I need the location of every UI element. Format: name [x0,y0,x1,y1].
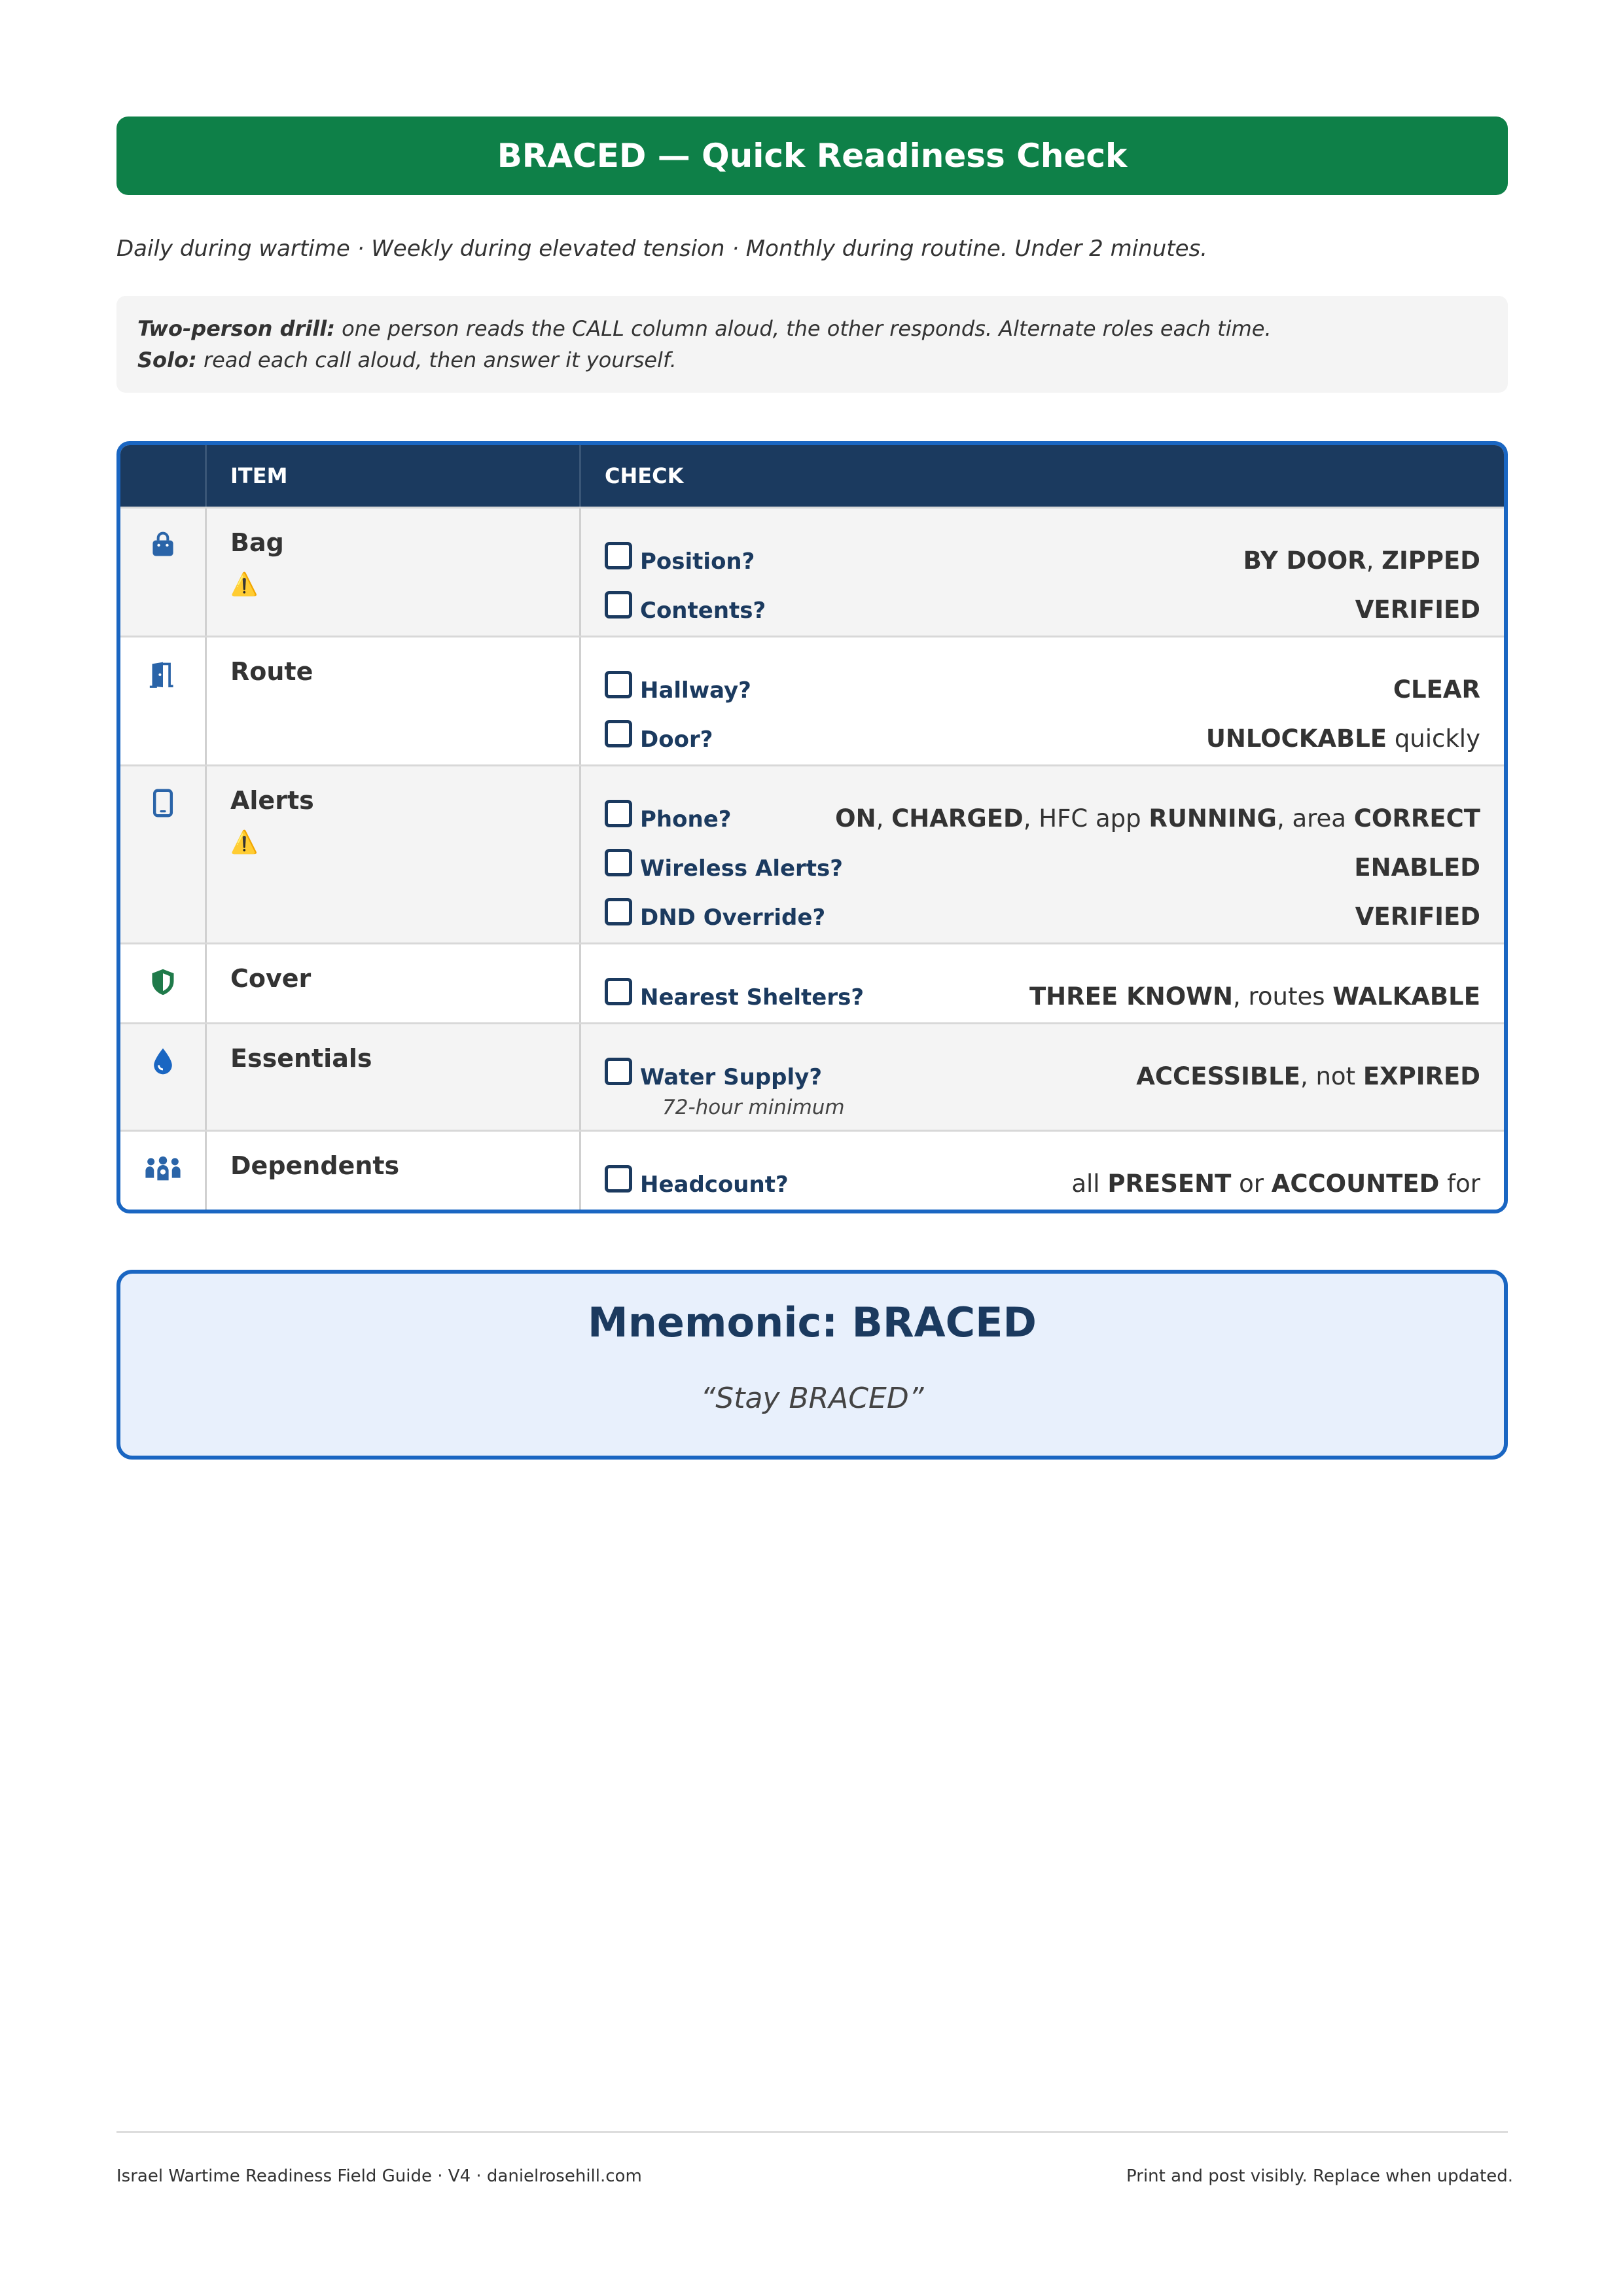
water-drop-icon [151,1047,175,1130]
table-body [120,507,1504,1210]
checkbox[interactable] [605,671,632,698]
warning-icon: ⚠️ [230,571,259,598]
call-text: Water Supply? [640,1064,823,1090]
shield-icon [149,967,177,1022]
check-note: 72-hour minimum [662,1096,845,1119]
row-check-cell [581,509,1504,636]
footer [116,2166,1513,2186]
checklist-table [116,441,1508,1213]
response-segment: WALKABLE [1332,982,1480,1011]
check-item [605,1043,1480,1092]
footer-right: Print and post visibly. Replace when updated. [1126,2166,1513,2186]
response-segment: , area [1276,804,1354,833]
two-person-instruction [137,313,1487,344]
row-check-cell [581,944,1504,1022]
response-segment: or [1231,1170,1272,1198]
response-text [1354,853,1480,882]
row-icon-cell [120,1024,207,1130]
response-segment: all [1071,1170,1108,1198]
response-segment: , [876,804,892,833]
check-item [605,705,1480,754]
table-header [120,445,1504,507]
table-row [120,942,1504,1022]
solo-text: read each call aloud, then answer it yourself. [196,348,677,372]
table-row [120,507,1504,636]
check-column-header: CHECK [605,463,684,488]
response-text [1393,675,1480,704]
response-segment: quickly [1387,725,1480,753]
call-text: Phone? [640,806,732,833]
row-check-cell [581,766,1504,942]
response-segment: ACCESSIBLE [1136,1062,1300,1090]
response-text [1243,547,1480,575]
mnemonic-title: Mnemonic: BRACED [588,1299,1037,1346]
page-title: BRACED — Quick Readiness Check [497,137,1128,175]
warning-icon: ⚠️ [230,829,259,855]
call-text: Nearest Shelters? [640,984,865,1011]
response-segment: CORRECT [1353,804,1480,833]
row-item-cell [207,509,581,636]
check-item [605,883,1480,932]
response-segment: , not [1300,1062,1363,1090]
response-text [1029,982,1480,1011]
response-segment: VERIFIED [1355,903,1480,931]
checkbox[interactable] [605,800,632,827]
call-text: Position? [640,548,755,575]
response-text [1136,1062,1480,1090]
table-row [120,764,1504,942]
item-name: Bag [230,528,284,557]
check-item [605,527,1480,576]
footer-divider [116,2131,1508,2133]
row-item-cell [207,1132,581,1210]
mnemonic-quote: “Stay BRACED” [700,1382,924,1415]
checkbox[interactable] [605,1165,632,1193]
row-icon-cell [120,637,207,764]
icon-column-header [120,445,207,507]
checkbox[interactable] [605,591,632,619]
response-segment: , routes [1232,982,1333,1011]
response-text [1355,596,1480,624]
response-segment: PRESENT [1107,1170,1232,1198]
response-segment: ACCOUNTED [1271,1170,1440,1198]
row-check-cell [581,637,1504,764]
item-name: Dependents [230,1151,400,1180]
response-segment: THREE KNOWN [1029,982,1233,1011]
call-text: Contents? [640,598,766,624]
response-segment: BY DOOR [1243,547,1366,575]
row-icon-cell [120,1132,207,1210]
row-item-cell [207,1024,581,1130]
response-segment: , HFC app [1023,804,1149,833]
response-segment: ENABLED [1354,853,1480,882]
frequency-subtitle: Daily during wartime · Weekly during elevated tension · Monthly during routine. Under 2 minutes. [116,236,1208,262]
people-icon [143,1154,183,1210]
row-item-cell [207,766,581,942]
item-name: Cover [230,964,312,993]
table-row [120,636,1504,764]
response-text [1355,903,1480,931]
response-text [835,804,1480,833]
checkbox[interactable] [605,978,632,1005]
checkbox[interactable] [605,1058,632,1085]
item-name: Alerts [230,786,314,815]
solo-instruction [137,344,1487,376]
two-person-label: Two-person drill: [137,316,335,341]
response-segment: ON [835,804,876,833]
response-segment: ZIPPED [1382,547,1480,575]
call-text: Wireless Alerts? [640,855,844,882]
response-segment: RUNNING [1149,804,1277,833]
page [116,117,1508,1460]
checkbox[interactable] [605,898,632,925]
checkbox[interactable] [605,542,632,569]
response-text [1071,1170,1480,1198]
check-item [605,834,1480,883]
item-column-header: ITEM [207,445,581,507]
response-segment: VERIFIED [1355,596,1480,624]
call-text: Hallway? [640,677,751,704]
item-name: Essentials [230,1044,372,1073]
checkbox[interactable] [605,720,632,747]
call-text: DND Override? [640,905,826,931]
row-item-cell [207,944,581,1022]
row-icon-cell [120,766,207,942]
response-segment: , [1366,547,1382,575]
row-item-cell [207,637,581,764]
row-icon-cell [120,509,207,636]
row-check-cell [581,1024,1504,1130]
response-segment: CLEAR [1393,675,1480,704]
response-segment: UNLOCKABLE [1205,725,1387,753]
door-icon [147,660,179,764]
check-item [605,656,1480,705]
response-text [1206,725,1480,753]
table-row [120,1130,1504,1210]
row-icon-cell [120,944,207,1022]
checkbox[interactable] [605,849,632,876]
two-person-text: one person reads the CALL column aloud, the other responds. Alternate roles each time. [334,316,1272,341]
call-text: Headcount? [640,1172,789,1198]
mnemonic-box [116,1270,1508,1460]
response-segment: for [1439,1170,1480,1198]
call-text: Door? [640,726,713,753]
page-title-bar [116,117,1508,195]
response-segment: CHARGED [891,804,1024,833]
phone-icon [151,789,175,942]
bag-icon [149,531,177,636]
footer-left: Israel Wartime Readiness Field Guide · V4 · danielrosehill.com [116,2166,642,2186]
response-segment: EXPIRED [1363,1062,1480,1090]
item-name: Route [230,657,313,686]
check-item [605,963,1480,1012]
row-check-cell [581,1132,1504,1210]
check-item [605,576,1480,625]
check-item [605,1150,1480,1199]
drill-instructions [116,296,1508,393]
solo-label: Solo: [137,348,197,372]
table-row [120,1022,1504,1130]
check-item [605,785,1480,834]
